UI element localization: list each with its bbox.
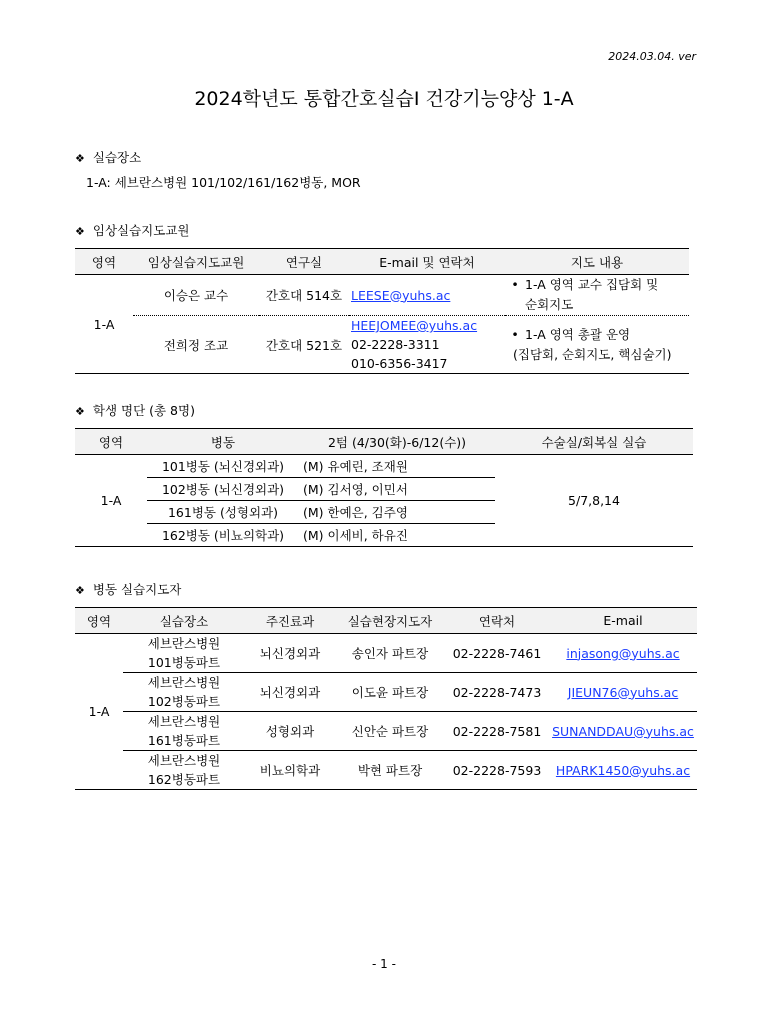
table-row: [75, 316, 689, 374]
faculty-table: [75, 248, 689, 374]
place-cell: 세브란스병원 101병동파트: [123, 634, 245, 673]
header-place: 실습장소: [123, 608, 245, 634]
header-dept: 주진료과: [245, 608, 335, 634]
faculty-duties: • 1-A 영역 총괄 운영 (집담회, 순회지도, 핵심술기): [505, 316, 689, 374]
dept-cell: 성형외과: [245, 712, 335, 751]
page-number: - 1 -: [372, 957, 396, 971]
section-faculty-heading: ❖ 임상실습지도교원: [75, 223, 190, 238]
table-row: [75, 751, 697, 790]
student-names: (M) 유예린, 조재원: [299, 455, 495, 478]
email-cell: [549, 673, 697, 712]
faculty-room: 간호대 521호: [259, 316, 349, 374]
phone-cell: 02-2228-7461: [445, 634, 549, 673]
header-contact: E-mail 및 연락처: [349, 249, 505, 275]
diamond-bullet-icon: ❖: [75, 225, 85, 238]
table-row: [75, 275, 689, 316]
section-ward-heading: ❖ 병동 실습지도자: [75, 582, 182, 597]
faculty-duties: • 1-A 영역 교수 집담회 및 순회지도: [505, 275, 689, 316]
phone-cell: 02-2228-7581: [445, 712, 549, 751]
mentor-cell: 신안순 파트장: [335, 712, 445, 751]
area-cell: 1-A: [75, 634, 123, 790]
table-row: [75, 455, 693, 478]
table-row: [75, 673, 697, 712]
header-phone: 연락처: [445, 608, 549, 634]
diamond-bullet-icon: ❖: [75, 405, 85, 418]
ward-name: 102병동 (뇌신경외과): [147, 478, 299, 501]
email-link[interactable]: LEESE@yuhs.ac: [351, 287, 451, 303]
place-cell: 세브란스병원 162병동파트: [123, 751, 245, 790]
phone-cell: 02-2228-7593: [445, 751, 549, 790]
section-location-heading: ❖ 실습장소: [75, 150, 142, 165]
email-link[interactable]: JIEUN76@yuhs.ac: [567, 684, 679, 700]
ward-name: 101병동 (뇌신경외과): [147, 455, 299, 478]
faculty-contact: [349, 275, 505, 316]
dept-cell: 뇌신경외과: [245, 673, 335, 712]
section-students-heading: ❖ 학생 명단 (총 8명): [75, 403, 195, 418]
email-cell: [549, 634, 697, 673]
header-mentor: 실습현장지도자: [335, 608, 445, 634]
bullet-icon: •: [511, 277, 519, 292]
place-cell: 세브란스병원 161병동파트: [123, 712, 245, 751]
bullet-icon: •: [511, 326, 519, 342]
ward-name: 161병동 (성형외과): [147, 501, 299, 524]
place-cell: 세브란스병원 102병동파트: [123, 673, 245, 712]
faculty-contact: HEEJOMEE@yuhs.ac 02-2228-3311 010-6356-3417: [349, 316, 505, 374]
email-link[interactable]: HEEJOMEE@yuhs.ac: [351, 318, 478, 333]
mentor-cell: 송인자 파트장: [335, 634, 445, 673]
header-duties: 지도 내용: [505, 249, 689, 275]
or-dates: 5/7,8,14: [495, 455, 693, 547]
dept-cell: 비뇨의학과: [245, 751, 335, 790]
table-row: [75, 712, 697, 751]
location-text: 1-A: 세브란스병원 101/102/161/162병동, MOR: [86, 175, 361, 190]
area-cell: 1-A: [75, 455, 147, 547]
header-room: 연구실: [259, 249, 349, 275]
page-title: 2024학년도 통합간호실습Ⅰ 건강기능양상 1-A: [194, 88, 574, 110]
version-label: 2024.03.04. ver: [608, 50, 696, 63]
header-ward: 병동: [147, 429, 299, 455]
faculty-name: 전희정 조교: [133, 316, 259, 374]
student-names: (M) 김서영, 이민서: [299, 478, 495, 501]
faculty-room: 간호대 514호: [259, 275, 349, 316]
header-area: 영역: [75, 249, 133, 275]
email-cell: [549, 712, 697, 751]
student-names: (M) 한예은, 김주영: [299, 501, 495, 524]
email-link[interactable]: SUNANDDAU@yuhs.ac: [552, 723, 694, 739]
header-area: 영역: [75, 608, 123, 634]
dept-cell: 뇌신경외과: [245, 634, 335, 673]
header-or: 수술실/회복실 실습: [495, 429, 693, 455]
mentor-cell: 박현 파트장: [335, 751, 445, 790]
header-term: 2텀 (4/30(화)-6/12(수)): [299, 429, 495, 455]
header-area: 영역: [75, 429, 147, 455]
email-link[interactable]: HPARK1450@yuhs.ac: [555, 762, 691, 778]
student-names: (M) 이세비, 하유진: [299, 524, 495, 547]
table-row: [75, 634, 697, 673]
email-cell: [549, 751, 697, 790]
diamond-bullet-icon: ❖: [75, 584, 85, 597]
mentor-cell: 이도윤 파트장: [335, 673, 445, 712]
phone-cell: 02-2228-7473: [445, 673, 549, 712]
ward-table: [75, 607, 697, 790]
area-cell: 1-A: [75, 275, 133, 374]
email-link[interactable]: injasong@yuhs.ac: [566, 645, 680, 661]
diamond-bullet-icon: ❖: [75, 152, 85, 165]
ward-name: 162병동 (비뇨의학과): [147, 524, 299, 547]
header-faculty: 임상실습지도교원: [133, 249, 259, 275]
faculty-name: 이승은 교수: [133, 275, 259, 316]
student-table: [75, 428, 693, 547]
header-email: E-mail: [549, 608, 697, 634]
